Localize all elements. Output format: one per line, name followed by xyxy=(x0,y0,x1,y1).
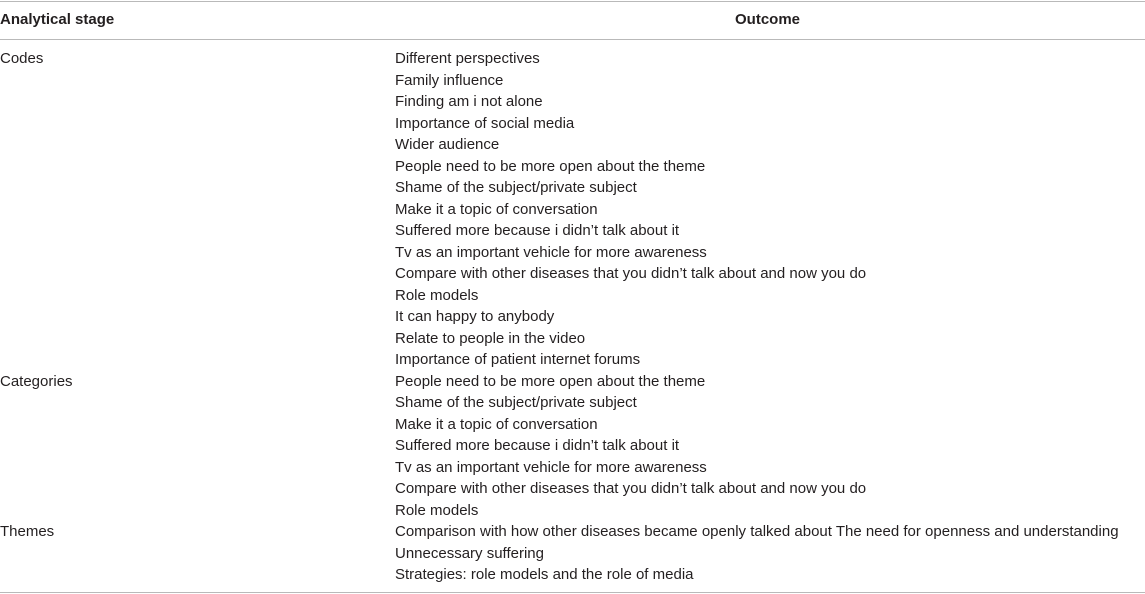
outcome-item: Tv as an important vehicle for more awareness xyxy=(395,458,707,476)
stage-label: Themes xyxy=(0,523,55,540)
outcome-item: Wider audience xyxy=(395,136,500,153)
outcome-item: Different perspectives xyxy=(395,50,540,67)
outcome-item: Suffered more because i didn’t talk about it xyxy=(395,437,680,454)
outcome-item: Make it a topic of conversation xyxy=(395,415,598,433)
outcome-item: It can happy to anybody xyxy=(395,308,555,325)
outcome-item: Role models xyxy=(395,501,479,519)
stage-label: Codes xyxy=(0,50,44,67)
outcome-list xyxy=(395,48,1145,371)
table-group-themes xyxy=(0,521,1145,586)
outcome-list xyxy=(395,521,1145,586)
outcome-item: Strategies: role models and the role of media xyxy=(395,566,694,583)
table-header-row xyxy=(0,1,1145,39)
outcome-item: Make it a topic of conversation xyxy=(395,200,598,218)
outcome-item: Unnecessary suffering xyxy=(395,544,544,562)
outcome-list xyxy=(395,371,1145,522)
header-outcome: Outcome xyxy=(735,11,801,28)
table-header-rule xyxy=(0,39,1145,40)
table-group-codes xyxy=(0,48,1145,371)
outcome-item: Finding am i not alone xyxy=(395,93,543,110)
table-body xyxy=(0,48,1145,586)
header-analytical-stage: Analytical stage xyxy=(0,11,115,28)
stage-label: Categories xyxy=(0,372,73,390)
outcome-item: Family influence xyxy=(395,71,504,89)
outcome-item: Comparison with how other diseases became openly talked about The need for openness and understanding xyxy=(395,523,1119,540)
outcome-item: Importance of social media xyxy=(395,114,575,132)
outcome-item: Role models xyxy=(395,286,479,304)
outcome-item: Compare with other diseases that you didn’t talk about and now you do xyxy=(395,480,867,497)
outcome-item: Compare with other diseases that you didn’t talk about and now you do xyxy=(395,265,867,282)
outcome-item: Shame of the subject/private subject xyxy=(395,179,637,196)
outcome-item: Tv as an important vehicle for more awareness xyxy=(395,243,707,261)
outcome-item: Shame of the subject/private subject xyxy=(395,394,637,411)
outcome-item: Relate to people in the video xyxy=(395,329,586,347)
table-bottom-rule xyxy=(0,592,1145,593)
outcome-item: People need to be more open about the theme xyxy=(395,157,706,175)
outcome-item: People need to be more open about the theme xyxy=(395,372,706,390)
table-group-categories xyxy=(0,371,1145,522)
outcome-item: Importance of patient internet forums xyxy=(395,351,641,368)
outcome-item: Suffered more because i didn’t talk about it xyxy=(395,222,680,239)
